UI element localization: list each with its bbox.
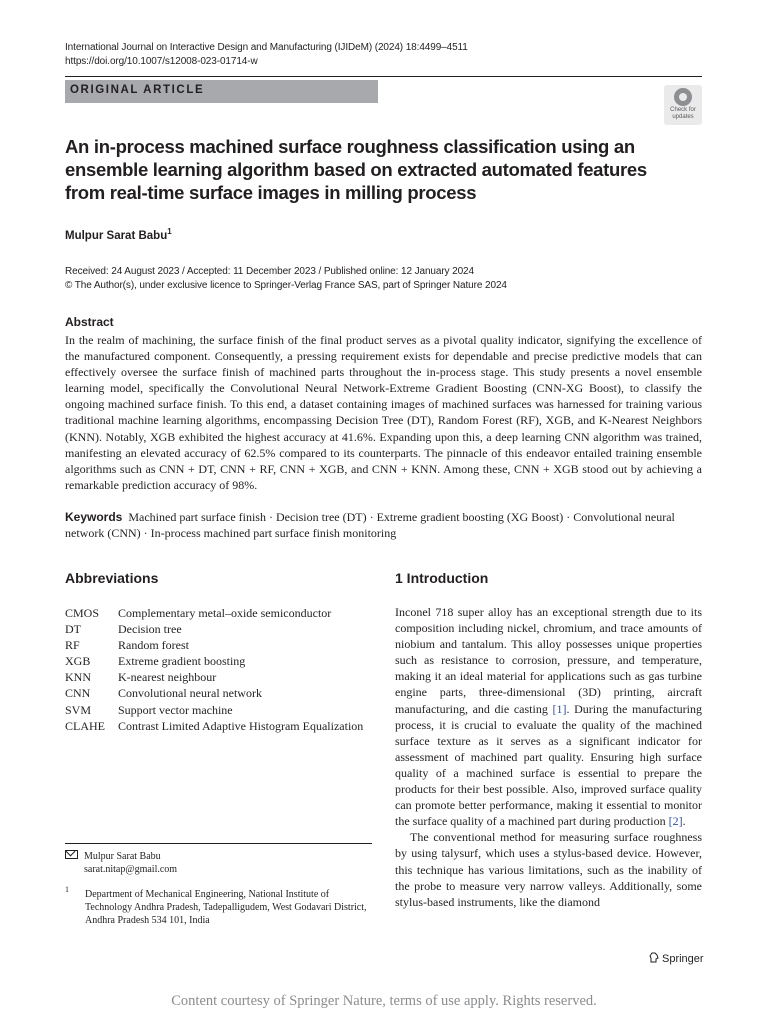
keywords-text: Machined part surface finish · Decision tree (DT) · Extreme gradient boosting (XG Boost) · Convolutional neural network (CNN) · In-process machined part surface finish monitoring xyxy=(65,510,675,540)
abbreviation-term: CMOS xyxy=(65,606,100,620)
abbreviation-definition: Random forest xyxy=(118,638,189,653)
abbreviation-definition: Support vector machine xyxy=(118,702,233,717)
introduction-body xyxy=(395,604,702,910)
author-line xyxy=(65,227,172,242)
copyright-line: © The Author(s), under exclusive licence to Springer-Verlag France SAS, part of Springer Nature 2024 xyxy=(65,280,507,291)
abbreviation-term: XGB xyxy=(65,654,91,669)
courtesy-notice: Content courtesy of Springer Nature, terms of use apply. Rights reserved. xyxy=(171,993,597,1009)
introduction-heading: 1 Introduction xyxy=(395,570,489,586)
abbreviation-definition: K-nearest neighbour xyxy=(118,670,217,685)
abbreviation-term: CLAHE xyxy=(65,718,105,733)
abbreviation-definition: Convolutional neural network xyxy=(118,686,262,701)
citation-link[interactable]: [1] xyxy=(552,701,567,716)
abstract-text: In the realm of machining, the surface finish of the final product serves as a pivotal quality indicator, signifying the excellence of the manufactured component. Consequently, a pressing requirement exists for dependable and precise predictive models that can effectively oversee the surface finish of machined parts throughout the in-process stage. This study presents a novel ensemble learning model, specifically the Convolutional Neural Network-Extreme Gradient Boosting (CNN-XG Boost), to classify the ongoing machined surface finish. To this end, a dataset containing images of machined surfaces was harnessed for training various traditional machine learning algorithms, encompassing Decision Tree (DT), Random Forest (RF), XGB, and K-Nearest Neighbors (KNN). Notably, XGB exhibited the highest accuracy at 41.6%. Expanding upon this, a deep learning CNN algorithm was trained, manifesting an elevated accuracy of 62.5% compared to its counterparts. The pinnacle of this endeavor entailed training ensemble algorithms such as CNN + DT, CNN + RF, CNN + XGB, and CNN + KNN. Among these, CNN + XGB stood out by achieving a remarkable prediction accuracy of 98%. xyxy=(65,333,702,492)
abbreviation-definition: Complementary metal–oxide semiconductor xyxy=(118,606,332,620)
abbreviation-term: SVM xyxy=(65,702,92,717)
intro-text-segment: Inconel 718 super alloy has an exceptional strength due to its composition including nickel, chromium, and trace amounts of niobium and tantalum. This alloy possesses unique properties such as resistance to corrosion, pressure, and temperature, making it an ideal material for applications such as gas turbine engine parts, three-dimensional (3D) printing, aircraft manufacturing, and die casting xyxy=(395,605,702,716)
abbreviation-row xyxy=(65,702,375,718)
journal-line: International Journal on Interactive Design and Manufacturing (IJIDeM) (2024) 18:4499–4511 xyxy=(65,42,468,53)
intro-text-segment: . During the manufacturing process, it is crucial to evaluate the quality of the machined surface texture as it serves as a significant indicator for assessment of machined part quality. Ensuring high surface quality of a machined surface is essential to prepare the products for their best possible. Also, improved surface quality can promote better performance, making it essential to monitor the surface quality of a machined part during production xyxy=(395,701,702,829)
keywords xyxy=(65,509,702,541)
journal-citation xyxy=(65,41,468,69)
paper-title: An in-process machined surface roughness classification using an ensemble learning algorithm based on extracted automated features from real-time surface images in milling process xyxy=(65,136,647,203)
check-updates-icon xyxy=(674,88,692,106)
check-for-updates-badge[interactable] xyxy=(664,85,702,125)
springer-logo xyxy=(649,952,704,965)
abbreviations-heading: Abbreviations xyxy=(65,570,159,586)
contact-email[interactable]: sarat.nitap@gmail.com xyxy=(84,864,178,875)
envelope-icon xyxy=(65,850,78,859)
doi-link[interactable]: https://doi.org/10.1007/s12008-023-01714-w xyxy=(65,56,258,67)
keywords-label: Keywords xyxy=(65,510,123,524)
citation-link[interactable]: [2] xyxy=(668,814,683,829)
affiliation-text: Department of Mechanical Engineering, National Institute of Technology Andhra Pradesh, Tadepalligudem, West Godavari District, Andhra Pradesh 534 101, India xyxy=(85,889,367,926)
author-affil-mark: 1 xyxy=(167,227,172,236)
article-type-label: ORIGINAL ARTICLE xyxy=(70,84,205,96)
publication-dates xyxy=(65,265,507,293)
abbreviation-definition: Decision tree xyxy=(118,622,182,637)
abbreviation-row xyxy=(65,621,375,637)
abbreviation-term: CNN xyxy=(65,686,91,701)
abbreviation-row xyxy=(65,669,375,685)
header-rule xyxy=(65,76,702,77)
author-name[interactable]: Mulpur Sarat Babu xyxy=(65,229,168,242)
abbreviations-list xyxy=(65,605,375,734)
springer-horse-icon xyxy=(649,952,659,963)
dates-line: Received: 24 August 2023 / Accepted: 11 December 2023 / Published online: 12 January 2024 xyxy=(65,266,474,277)
abbreviation-term: RF xyxy=(65,638,80,653)
corresponding-author xyxy=(65,850,177,876)
abbreviation-row xyxy=(65,605,375,621)
abbreviation-row xyxy=(65,685,375,701)
introduction-paragraph xyxy=(395,604,702,829)
springer-label: Springer xyxy=(662,953,704,965)
abbreviation-definition: Extreme gradient boosting xyxy=(118,654,246,669)
abbreviation-row xyxy=(65,718,375,734)
article-type-banner xyxy=(65,80,378,103)
abbreviation-definition: Contrast Limited Adaptive Histogram Equalization xyxy=(118,718,364,733)
abbreviation-term: KNN xyxy=(65,670,91,685)
introduction-paragraph: The conventional method for measuring surface roughness by using talysurf, which uses a stylus-based device. However, this technique has various limitations, such as the inability of the probe to measure very narrow valleys. Additionally, some stylus-based instruments, like the diamond xyxy=(395,830,702,909)
affiliation-number: 1 xyxy=(65,885,69,894)
abstract-heading: Abstract xyxy=(65,315,114,329)
footnote-rule xyxy=(65,843,372,844)
intro-text-segment: . xyxy=(682,814,686,829)
check-updates-label: Check for updates xyxy=(670,107,696,120)
abbreviation-row xyxy=(65,653,375,669)
abbreviation-row xyxy=(65,637,375,653)
contact-name: Mulpur Sarat Babu xyxy=(84,851,161,862)
abbreviation-term: DT xyxy=(65,622,81,637)
